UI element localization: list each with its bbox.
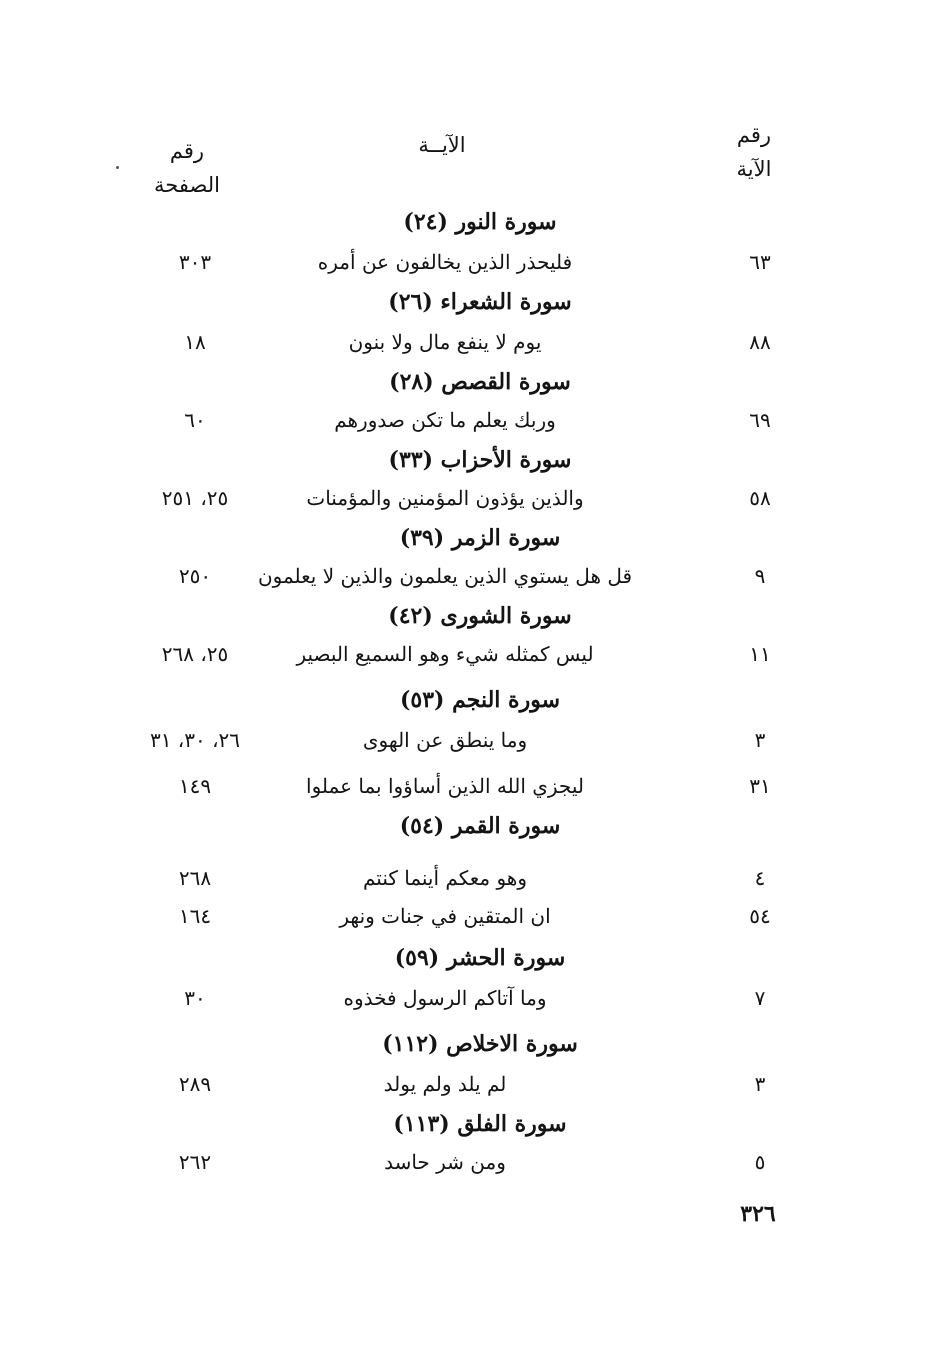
surah-heading-row xyxy=(100,596,820,636)
page-references: ٣٠ xyxy=(184,986,206,1010)
surah-heading: سورة الأحزاب (٣٣) xyxy=(388,447,572,473)
page-references: ٢٨٩ xyxy=(178,1072,212,1096)
ayah-text: يوم لا ينفع مال ولا بنون xyxy=(348,330,542,354)
page-number-header xyxy=(136,134,238,202)
ayah-number-header-line-1: رقم xyxy=(736,123,772,147)
ayah-number-header-line-2: الآية xyxy=(736,157,772,181)
ayah-number: ٦٣ xyxy=(749,250,771,274)
index-entry-row xyxy=(100,766,820,806)
surah-heading: سورة القصص (٢٨) xyxy=(389,369,571,395)
surah-heading-row xyxy=(100,938,820,978)
surah-heading: سورة النجم (٥٣) xyxy=(399,687,561,713)
ayah-number: ٣١ xyxy=(749,774,771,798)
surah-heading-row xyxy=(100,282,820,322)
surah-heading-row xyxy=(100,1024,820,1064)
ayah-number: ٩ xyxy=(754,564,766,588)
ayah-text: وما آتاكم الرسول فخذوه xyxy=(343,986,547,1010)
page-references: ٢٥٠ xyxy=(178,564,212,588)
page-references: ٢٥، ٢٦٨ xyxy=(161,642,229,666)
index-entry-row xyxy=(100,400,820,440)
index-entry-row xyxy=(100,720,820,760)
surah-heading: سورة الزمر (٣٩) xyxy=(399,525,561,551)
index-entry-row xyxy=(100,556,820,596)
index-entry-row xyxy=(100,858,820,898)
ayah-number: ٤ xyxy=(754,866,766,890)
ayah-text: ومن شر حاسد xyxy=(384,1150,506,1174)
index-entry-row xyxy=(100,1064,820,1104)
surah-heading-row xyxy=(100,518,820,558)
ayah-text: فليحذر الذين يخالفون عن أمره xyxy=(317,250,573,274)
surah-heading: سورة الشعراء (٢٦) xyxy=(388,289,572,315)
stray-dot xyxy=(116,166,119,169)
index-entry-row xyxy=(100,896,820,936)
ayah-number: ٨٨ xyxy=(749,330,771,354)
page-references: ١٨ xyxy=(184,330,206,354)
ayah-number-header xyxy=(712,118,796,186)
ayah-text: قل هل يستوي الذين يعلمون والذين لا يعلمون xyxy=(257,564,633,588)
ayah-number: ٥٨ xyxy=(749,486,771,510)
page-references: ٢٦٢ xyxy=(178,1150,212,1174)
ayah-number: ٧ xyxy=(754,986,766,1010)
surah-heading-row xyxy=(100,440,820,480)
page-number-header-line-1: رقم xyxy=(169,139,205,163)
ayah-text: وما ينطق عن الهوى xyxy=(362,728,528,752)
surah-heading: سورة القمر (٥٤) xyxy=(399,813,561,839)
ayah-header: الآيــة xyxy=(418,133,466,157)
index-entry-row xyxy=(100,634,820,674)
ayah-text: ليجزي الله الذين أساؤوا بما عملوا xyxy=(306,774,584,798)
ayah-number: ٥ xyxy=(754,1150,766,1174)
ayah-number: ٣ xyxy=(754,1072,766,1096)
surah-heading-row xyxy=(100,806,820,846)
index-entry-row xyxy=(100,978,820,1018)
ayah-text: وربك يعلم ما تكن صدورهم xyxy=(334,408,556,432)
surah-heading-row xyxy=(100,1104,820,1144)
ayah-text: ليس كمثله شيء وهو السميع البصير xyxy=(296,642,594,666)
surah-heading: سورة الحشر (٥٩) xyxy=(394,945,566,971)
surah-heading: سورة النور (٢٤) xyxy=(403,209,557,235)
page-number: ٣٢٦ xyxy=(740,1201,776,1227)
ayah-text: لم يلد ولم يولد xyxy=(383,1072,507,1096)
page-references: ٢٦، ٣٠، ٣١ xyxy=(149,728,241,752)
ayah-number: ٥٤ xyxy=(749,904,771,928)
ayah-number: ١١ xyxy=(749,642,771,666)
ayah-text: وهو معكم أينما كنتم xyxy=(362,866,528,890)
page-references: ٢٥، ٢٥١ xyxy=(161,486,229,510)
surah-heading-row xyxy=(100,680,820,720)
ayah-text: ان المتقين في جنات ونهر xyxy=(339,904,551,928)
index-entry-row xyxy=(100,478,820,518)
page-references: ٢٦٨ xyxy=(178,866,212,890)
ayah-number: ٣ xyxy=(754,728,766,752)
ayah-text: والذين يؤذون المؤمنين والمؤمنات xyxy=(306,486,584,510)
surah-heading-row xyxy=(100,202,820,242)
index-entry-row xyxy=(100,322,820,362)
page-references: ٦٠ xyxy=(184,408,206,432)
page-number-header-line-2: الصفحة xyxy=(154,173,220,197)
surah-heading: سورة الشورى (٤٢) xyxy=(388,603,572,629)
ayah-number: ٦٩ xyxy=(749,408,771,432)
index-entry-row xyxy=(100,1142,820,1182)
surah-heading: سورة الفلق (١١٣) xyxy=(393,1111,567,1137)
surah-heading-row xyxy=(100,362,820,402)
page-references: ١٤٩ xyxy=(178,774,212,798)
page-references: ٣٠٣ xyxy=(178,250,212,274)
surah-heading: سورة الاخلاص (١١٢) xyxy=(382,1031,578,1057)
page-references: ١٦٤ xyxy=(178,904,212,928)
index-entry-row xyxy=(100,242,820,282)
